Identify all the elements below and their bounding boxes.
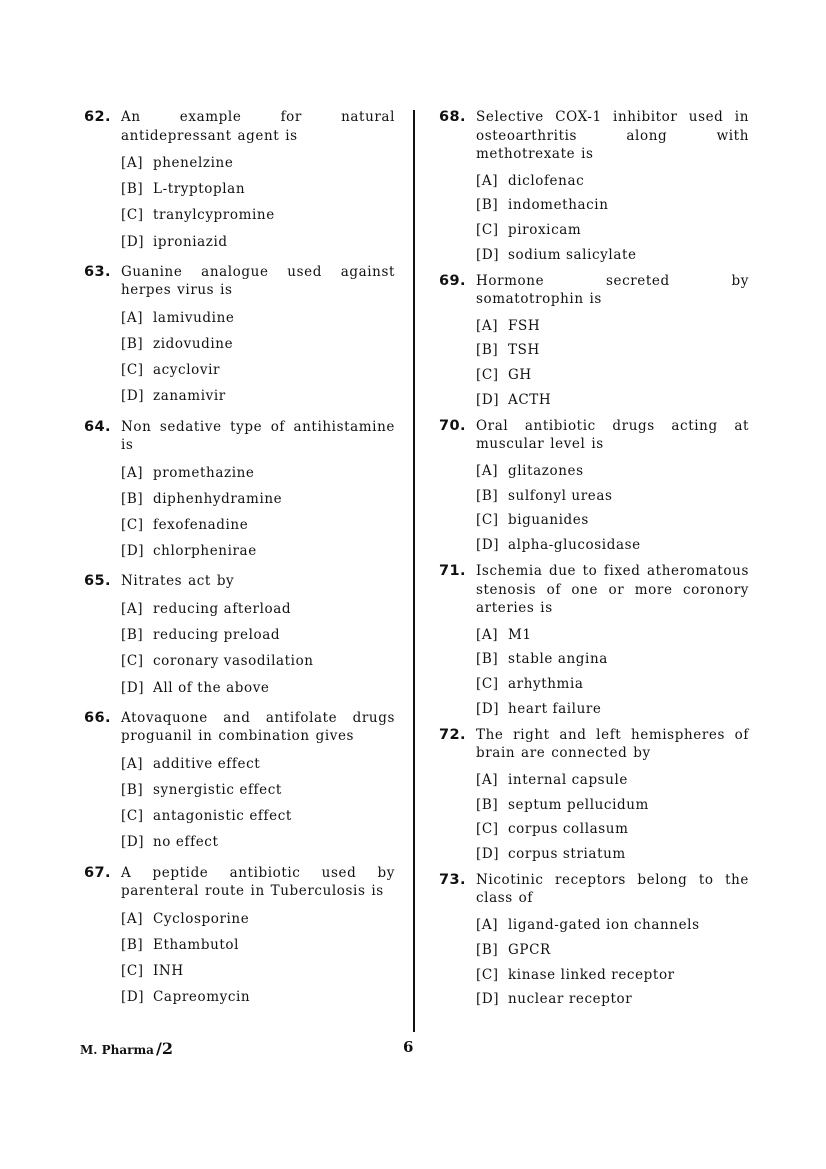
option-text: chlorphenirae bbox=[153, 543, 257, 560]
option bbox=[121, 675, 395, 701]
option-text: GH bbox=[508, 367, 532, 384]
option bbox=[476, 623, 749, 648]
option-label: [D] bbox=[121, 388, 145, 405]
option-list bbox=[476, 768, 749, 867]
option-list bbox=[476, 459, 749, 558]
option-label: [C] bbox=[476, 222, 499, 239]
option-text: zanamivir bbox=[153, 388, 226, 405]
question-number: 62. bbox=[84, 109, 111, 125]
option bbox=[121, 751, 395, 777]
option-label: [D] bbox=[121, 989, 145, 1006]
option bbox=[476, 243, 749, 268]
option-label: [C] bbox=[476, 367, 499, 384]
option-label: [B] bbox=[476, 487, 499, 504]
option-text: reducing afterload bbox=[153, 600, 292, 617]
question-number: 72. bbox=[439, 726, 466, 743]
option bbox=[476, 314, 749, 339]
option-label: [C] bbox=[476, 966, 499, 983]
option bbox=[121, 803, 395, 829]
question bbox=[84, 418, 395, 565]
option-text: sodium salicylate bbox=[508, 246, 637, 263]
option bbox=[476, 963, 749, 988]
option-label: [C] bbox=[121, 962, 144, 979]
option-text: alpha-glucosidase bbox=[508, 537, 641, 554]
option-label: [B] bbox=[121, 781, 144, 798]
question-stem: Nicotinic receptors belong to the class of bbox=[476, 871, 749, 907]
option-text: no effect bbox=[153, 834, 219, 851]
option bbox=[476, 913, 749, 938]
question-number: 65. bbox=[84, 573, 111, 590]
option-text: Cyclosporine bbox=[153, 910, 250, 927]
question-stem: A peptide antibiotic used by parenteral route in Tuberculosis is bbox=[121, 864, 395, 900]
option-label: [D] bbox=[121, 233, 145, 250]
option-text: sulfonyl ureas bbox=[508, 487, 613, 504]
option-label: [A] bbox=[476, 462, 499, 479]
option-list bbox=[121, 150, 395, 255]
option-text: additive effect bbox=[153, 755, 261, 772]
option bbox=[121, 150, 395, 176]
option-text: synergistic effect bbox=[153, 781, 282, 798]
option-text: heart failure bbox=[508, 700, 602, 717]
footer-exam-name: M. Pharma bbox=[80, 1043, 154, 1057]
option-label: [B] bbox=[121, 336, 144, 353]
question-number: 66. bbox=[84, 709, 111, 726]
right-question-column bbox=[439, 108, 749, 1016]
question-number: 68. bbox=[439, 109, 466, 125]
question bbox=[439, 108, 749, 268]
option bbox=[121, 460, 395, 486]
option-label: [A] bbox=[121, 910, 144, 927]
question bbox=[439, 726, 749, 867]
option-text: internal capsule bbox=[508, 771, 629, 788]
option-label: [B] bbox=[476, 342, 499, 359]
option-list bbox=[476, 314, 749, 413]
option-label: [D] bbox=[476, 392, 500, 409]
question-stem: Atovaquone and antifolate drugs proguanil in combination gives bbox=[121, 709, 395, 745]
question bbox=[84, 263, 395, 410]
option-label: [C] bbox=[121, 808, 144, 825]
option-text: diclofenac bbox=[508, 172, 585, 189]
option-text: Capreomycin bbox=[153, 989, 251, 1006]
option-text: lamivudine bbox=[153, 309, 235, 326]
option bbox=[476, 842, 749, 867]
option bbox=[121, 984, 395, 1010]
left-question-column bbox=[84, 108, 395, 1018]
option-text: phenelzine bbox=[153, 155, 234, 171]
option-label: [A] bbox=[476, 317, 499, 334]
question-stem: Non sedative type of antihistamine is bbox=[121, 418, 395, 454]
option-label: [C] bbox=[121, 517, 144, 534]
option-label: [A] bbox=[476, 626, 499, 643]
option-text: INH bbox=[153, 962, 184, 979]
option bbox=[476, 388, 749, 413]
question bbox=[84, 572, 395, 700]
option bbox=[121, 538, 395, 564]
option-label: [C] bbox=[476, 821, 499, 838]
option bbox=[121, 202, 395, 228]
option bbox=[121, 777, 395, 803]
option-label: [B] bbox=[476, 197, 499, 214]
option-list bbox=[121, 906, 395, 1011]
option-label: [B] bbox=[121, 181, 144, 198]
question-stem: An example for natural antidepressant agent is bbox=[121, 109, 395, 144]
question bbox=[84, 709, 395, 856]
option bbox=[476, 768, 749, 793]
option-list bbox=[121, 751, 395, 856]
option bbox=[121, 512, 395, 538]
option-text: L-tryptoplan bbox=[153, 181, 246, 198]
option-text: stable angina bbox=[508, 651, 608, 668]
question-number: 63. bbox=[84, 263, 111, 280]
question-stem: Hormone secreted by somatotrophin is bbox=[476, 272, 749, 308]
option-label: [D] bbox=[121, 679, 145, 696]
option bbox=[476, 938, 749, 963]
option-label: [C] bbox=[121, 207, 144, 224]
option-label: [D] bbox=[121, 543, 145, 560]
option-list bbox=[476, 169, 749, 268]
option bbox=[121, 648, 395, 674]
option-list bbox=[476, 623, 749, 722]
question bbox=[439, 871, 749, 1012]
option-text: diphenhydramine bbox=[153, 490, 283, 507]
option-label: [B] bbox=[121, 936, 144, 953]
option-text: fexofenadine bbox=[153, 517, 249, 534]
option bbox=[476, 672, 749, 697]
option-label: [A] bbox=[476, 771, 499, 788]
option-label: [C] bbox=[476, 676, 499, 693]
option-text: arhythmia bbox=[508, 676, 584, 693]
option-text: iproniazid bbox=[153, 233, 228, 250]
option-list bbox=[121, 305, 395, 410]
option bbox=[121, 305, 395, 331]
option bbox=[476, 987, 749, 1012]
question-stem: Ischemia due to fixed atheromatous stenosis of one or more coronory arteries is bbox=[476, 563, 749, 617]
question-stem: Nitrates act by bbox=[121, 573, 235, 590]
option-label: [A] bbox=[121, 309, 144, 326]
option-label: [A] bbox=[121, 464, 144, 481]
option-text: zidovudine bbox=[153, 336, 234, 353]
question-number: 71. bbox=[439, 563, 466, 580]
question bbox=[439, 272, 749, 413]
page-number: 6 bbox=[403, 1038, 414, 1056]
option bbox=[476, 169, 749, 194]
option-text: GPCR bbox=[508, 941, 551, 958]
option-label: [C] bbox=[476, 512, 499, 529]
option bbox=[121, 331, 395, 357]
option-label: [B] bbox=[476, 796, 499, 813]
question-number: 69. bbox=[439, 272, 466, 289]
question-number: 64. bbox=[84, 418, 111, 435]
option-text: ACTH bbox=[508, 392, 552, 409]
option-label: [C] bbox=[121, 653, 144, 670]
question-stem: The right and left hemispheres of brain are connected by bbox=[476, 726, 749, 762]
option bbox=[121, 486, 395, 512]
option bbox=[476, 218, 749, 243]
option-text: biguanides bbox=[508, 512, 589, 529]
option bbox=[476, 697, 749, 722]
option-label: [B] bbox=[476, 941, 499, 958]
option-label: [D] bbox=[476, 846, 500, 863]
question bbox=[439, 562, 749, 722]
option bbox=[476, 338, 749, 363]
question-stem: Selective COX-1 inhibitor used in osteoarthritis along with methotrexate is bbox=[476, 109, 749, 162]
option bbox=[476, 363, 749, 388]
option-text: coronary vasodilation bbox=[153, 653, 314, 670]
option-text: corpus collasum bbox=[508, 821, 629, 838]
option bbox=[121, 176, 395, 202]
option-label: [B] bbox=[121, 627, 144, 644]
option-list bbox=[121, 460, 395, 565]
option bbox=[476, 508, 749, 533]
option-text: nuclear receptor bbox=[508, 991, 633, 1008]
option bbox=[121, 829, 395, 855]
option-label: [A] bbox=[121, 755, 144, 772]
question-number: 73. bbox=[439, 871, 466, 888]
option-text: kinase linked receptor bbox=[508, 966, 675, 983]
option-text: indomethacin bbox=[508, 197, 609, 214]
option bbox=[476, 484, 749, 509]
option-list bbox=[121, 596, 395, 701]
option bbox=[121, 932, 395, 958]
option-text: TSH bbox=[508, 342, 540, 359]
question-stem: Oral antibiotic drugs acting at muscular level is bbox=[476, 417, 749, 453]
option-text: acyclovir bbox=[153, 362, 221, 379]
option-text: glitazones bbox=[508, 462, 584, 479]
option bbox=[121, 622, 395, 648]
option-label: [D] bbox=[476, 537, 500, 554]
option bbox=[121, 383, 395, 409]
option bbox=[121, 357, 395, 383]
option-label: [D] bbox=[476, 991, 500, 1008]
option bbox=[121, 229, 395, 255]
option-text: antagonistic effect bbox=[153, 808, 292, 825]
option-text: Ethambutol bbox=[153, 936, 240, 953]
option bbox=[476, 533, 749, 558]
option-text: tranylcypromine bbox=[153, 207, 275, 224]
option-label: [B] bbox=[476, 651, 499, 668]
option bbox=[476, 793, 749, 818]
question-stem: Guanine analogue used against herpes virus is bbox=[121, 263, 395, 299]
question bbox=[84, 864, 395, 1011]
option bbox=[476, 459, 749, 484]
option-label: [A] bbox=[476, 172, 499, 189]
option bbox=[121, 906, 395, 932]
option bbox=[476, 193, 749, 218]
option-label: [B] bbox=[121, 490, 144, 507]
option-label: [A] bbox=[121, 155, 144, 171]
option-text: piroxicam bbox=[508, 222, 582, 239]
option-text: M1 bbox=[508, 626, 532, 643]
column-divider bbox=[413, 110, 415, 1032]
question-number: 67. bbox=[84, 864, 111, 881]
option-text: promethazine bbox=[153, 464, 255, 481]
option-text: reducing preload bbox=[153, 627, 281, 644]
footer-paper-code: /2 bbox=[155, 1039, 173, 1058]
question bbox=[84, 108, 395, 255]
option-text: All of the above bbox=[153, 679, 270, 696]
option-label: [D] bbox=[476, 246, 500, 263]
question-number: 70. bbox=[439, 417, 466, 434]
option-text: septum pellucidum bbox=[508, 796, 649, 813]
option-text: corpus striatum bbox=[508, 846, 626, 863]
question bbox=[439, 417, 749, 558]
option-label: [C] bbox=[121, 362, 144, 379]
option bbox=[121, 958, 395, 984]
option-list bbox=[476, 913, 749, 1012]
option-label: [D] bbox=[121, 834, 145, 851]
option bbox=[476, 817, 749, 842]
option-label: [A] bbox=[476, 916, 499, 933]
option-text: ligand-gated ion channels bbox=[508, 916, 700, 933]
option-label: [D] bbox=[476, 700, 500, 717]
option bbox=[121, 596, 395, 622]
footer-exam-code bbox=[80, 1039, 173, 1058]
option-label: [A] bbox=[121, 600, 144, 617]
option-text: FSH bbox=[508, 317, 541, 334]
option bbox=[476, 647, 749, 672]
